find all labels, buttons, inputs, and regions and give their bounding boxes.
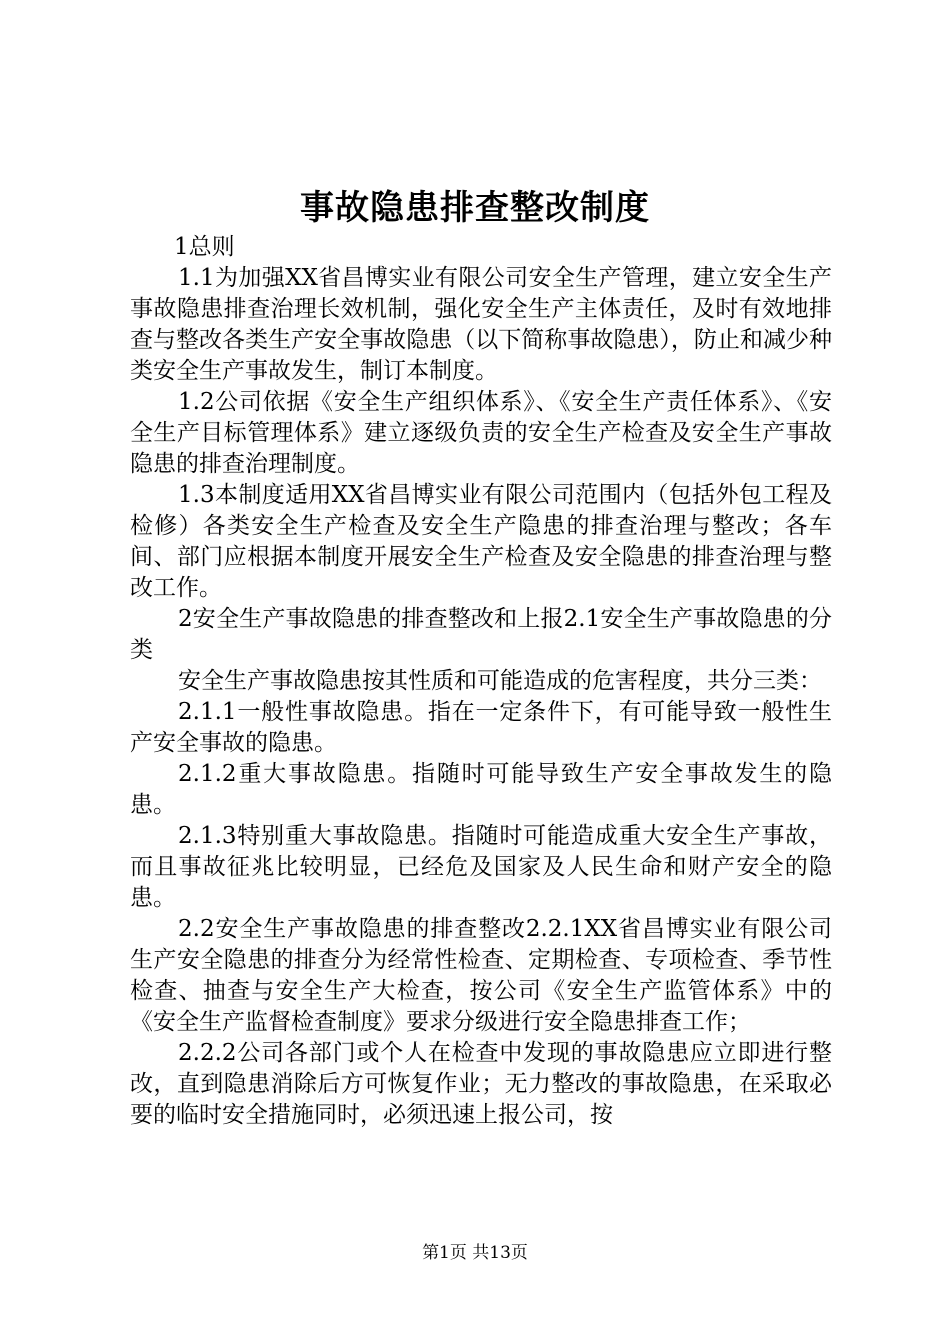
paragraph: 2.2安全生产事故隐患的排查整改2.2.1XX省昌博实业有限公司生产安全隐患的排查分为经常性检查、定期检查、专项检查、季节性检查、抽查与安全生产大检查，按公司《安全生产监管体系》中的《安全生产监督检查制度》要求分级进行安全隐患排查工作； — [130, 916, 832, 1035]
document-body — [130, 232, 832, 1131]
paragraph: 1.3本制度适用XX省昌博实业有限公司范围内（包括外包工程及检修）各类安全生产检查及安全生产隐患的排查治理与整改；各车间、部门应根据本制度开展安全生产检查及安全隐患的排查治理与整改工作。 — [130, 482, 832, 601]
document-title: 事故隐患排查整改制度 — [300, 188, 650, 228]
paragraph: 安全生产事故隐患按其性质和可能造成的危害程度，共分三类： — [178, 668, 822, 694]
paragraph: 2安全生产事故隐患的排查整改和上报2.1安全生产事故隐患的分类 — [130, 606, 832, 663]
section-heading: 1总则 — [174, 234, 235, 260]
paragraph: 2.2.2公司各部门或个人在检查中发现的事故隐患应立即进行整改，直到隐患消除后方可恢复作业；无力整改的事故隐患，在采取必要的临时安全措施同时，必须迅速上报公司，按 — [130, 1040, 832, 1128]
paragraph: 2.1.3特别重大事故隐患。指随时可能造成重大安全生产事故，而且事故征兆比较明显，已经危及国家及人民生命和财产安全的隐患。 — [130, 823, 832, 911]
paragraph: 1.1为加强XX省昌博实业有限公司安全生产管理，建立安全生产事故隐患排查治理长效机制，强化安全生产主体责任，及时有效地排查与整改各类生产安全事故隐患（以下简称事故隐患），防止和减少种类安全生产事故发生，制订本制度。 — [130, 265, 832, 384]
paragraph: 2.1.1一般性事故隐患。指在一定条件下，有可能导致一般性生产安全事故的隐患。 — [130, 699, 832, 756]
paragraph: 2.1.2重大事故隐患。指随时可能导致生产安全事故发生的隐患。 — [130, 761, 832, 818]
paragraph: 1.2公司依据《安全生产组织体系》、《安全生产责任体系》、《安全生产目标管理体系》建立逐级负责的安全生产检查及安全生产事故隐患的排查治理制度。 — [130, 389, 832, 477]
page-number: 第1页 共13页 — [422, 1243, 528, 1263]
